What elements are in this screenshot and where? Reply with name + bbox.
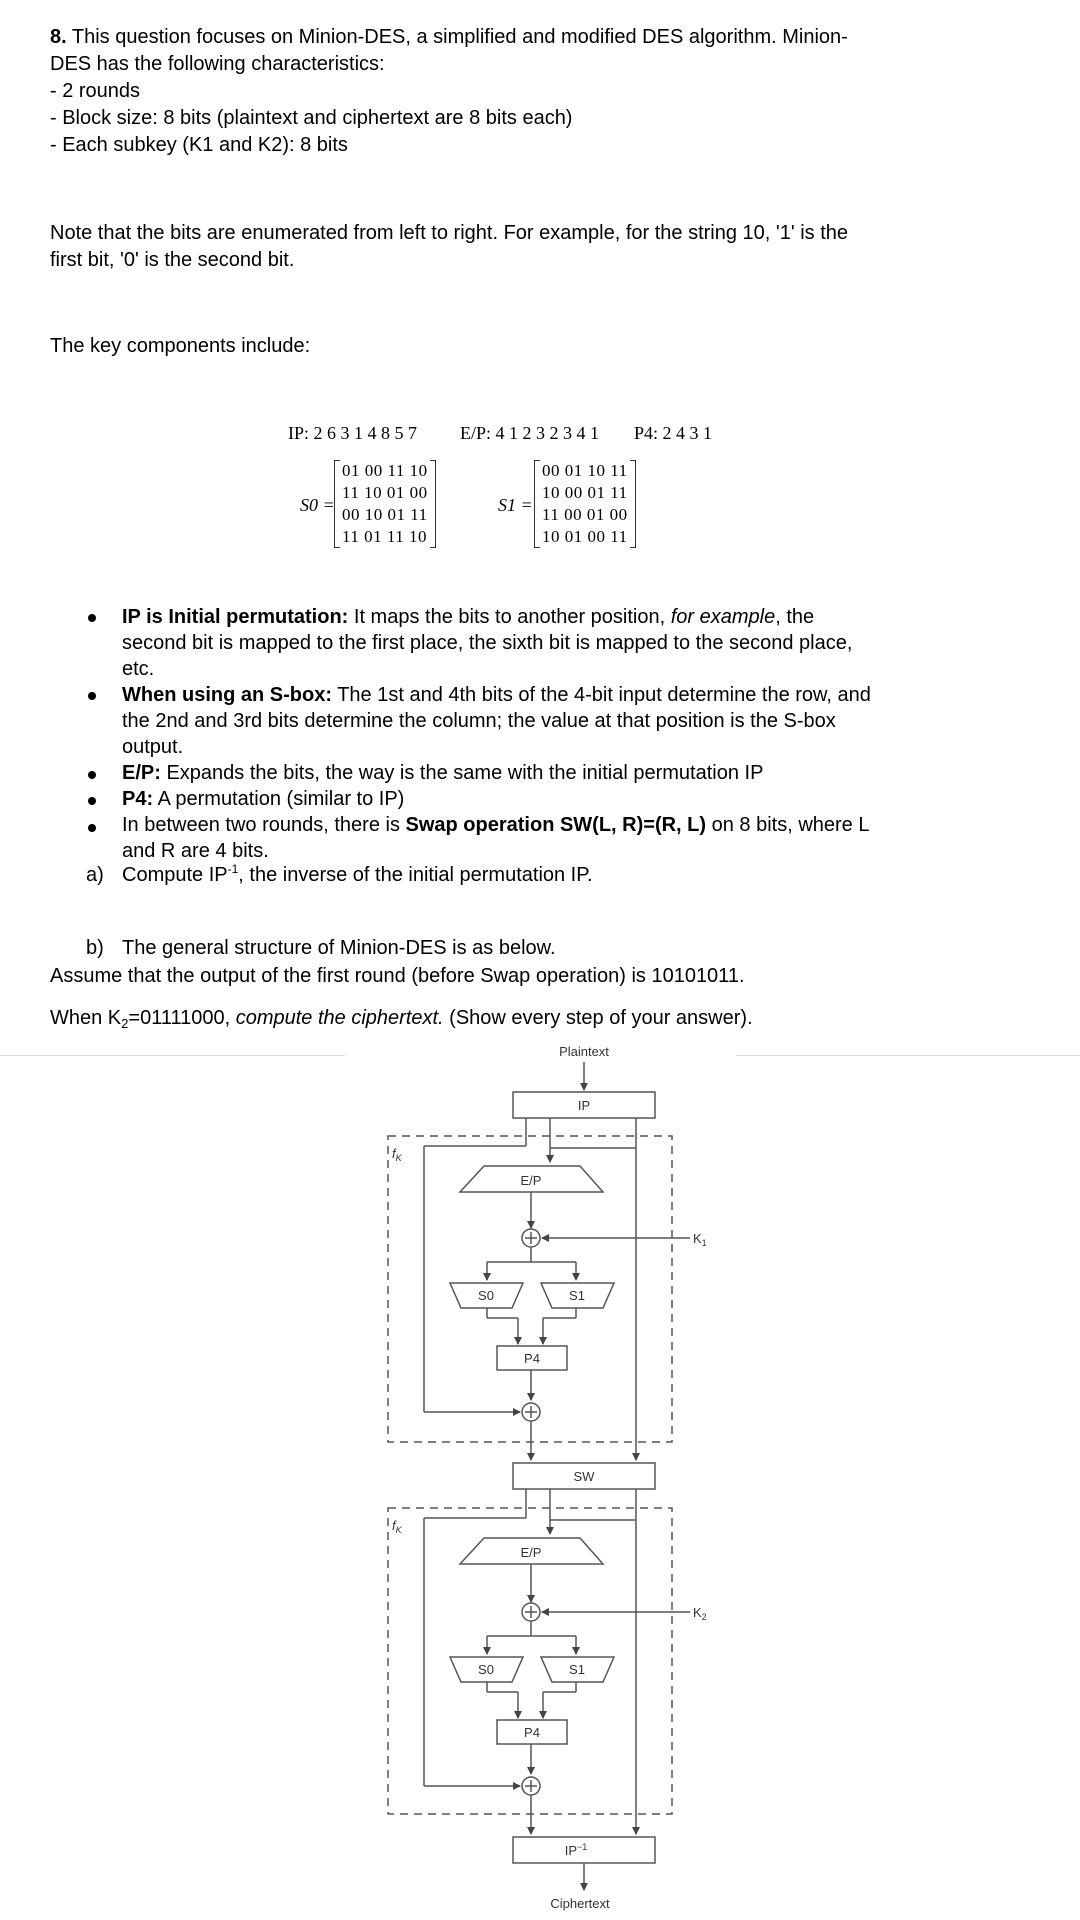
bullet-sbox-text: The 1st and 4th bits of the 4-bit input determine the row, and <box>332 684 871 706</box>
diagram-s1-label-r1: S1 <box>569 1288 585 1303</box>
question-number: 8. <box>50 26 67 48</box>
part-b-text: The general structure of Minion-DES is as below. <box>122 937 556 959</box>
bullet-sw-title: Swap operation SW(L, R)=(R, L) <box>405 814 707 836</box>
bullet-ip-line3: etc. <box>122 658 155 680</box>
diagram-fk-label-r2: $f_K$ <box>392 1518 402 1535</box>
diagram-s0-label-r1: S0 <box>478 1288 494 1303</box>
ep-table: E/P: 4 1 2 3 2 3 4 1 <box>460 423 600 443</box>
bullet-ip-title: IP is Initial permutation: <box>122 606 349 628</box>
s0-row: 00 10 01 11 <box>342 505 428 524</box>
components-intro: The key components include: <box>50 335 311 357</box>
diagram-ip-label: IP <box>577 1098 591 1113</box>
bullet-sw-line2: and R are 4 bits. <box>122 840 269 862</box>
p4-table: P4: 2 4 3 1 <box>634 423 713 443</box>
s1-label: S1 = <box>498 495 533 515</box>
diagram-fk-label-r1: $f_K$ <box>392 1146 402 1163</box>
diagram-ep-label-r1: E/P <box>520 1173 542 1188</box>
s0-label: S0 = <box>300 495 335 515</box>
s0-row: 11 10 01 00 <box>342 483 428 502</box>
part-b-when-sub: 2 <box>121 1016 129 1031</box>
bullet-ip-line2: second bit is mapped to the first place, the sixth bit is mapped to the second place, <box>122 632 853 654</box>
diagram-p4-label-r1: P4 <box>524 1351 540 1366</box>
part-b-when2: =01111000, <box>128 1007 236 1029</box>
bullet-sw-text: In between two rounds, there is <box>122 814 406 836</box>
characteristic-rounds: - 2 rounds <box>50 80 141 102</box>
bullet-sw-text2: on 8 bits, where L <box>706 814 870 836</box>
diagram-plaintext-label: Plaintext <box>559 1044 609 1059</box>
part-b-label: b) <box>86 937 104 959</box>
diagram-ep-label-r2: E/P <box>520 1545 542 1560</box>
s0-row: 01 00 11 10 <box>342 461 428 480</box>
diagram-sw-label: SW <box>573 1469 595 1484</box>
s1-row: 10 01 00 11 <box>542 527 628 546</box>
s1-row: 10 00 01 11 <box>542 483 628 502</box>
note-line2: first bit, '0' is the second bit. <box>50 249 295 271</box>
bullet-p4-text: A permutation (similar to IP) <box>153 788 405 810</box>
diagram-s0-label-r2: S0 <box>478 1662 494 1677</box>
diagram-ip-inverse-label: $IP^{-1}$ <box>564 1842 588 1858</box>
bullet-ip-text: It maps the bits to another position, <box>348 606 671 628</box>
part-b-when1: When K <box>50 1007 122 1029</box>
part-b-when-italic: compute the ciphertext. <box>235 1007 444 1029</box>
diagram-k2-label: $K_2$ <box>693 1605 707 1622</box>
bullet-ep-text: Expands the bits, the way is the same with the initial permutation IP <box>160 762 764 784</box>
part-a-text1: Compute IP <box>122 864 228 886</box>
s1-row: 11 00 01 00 <box>542 505 628 524</box>
bullet-ep-title: E/P: <box>122 762 161 784</box>
part-a-sup: -1 <box>227 862 239 876</box>
bullet-sbox-title: When using an S-box: <box>122 684 332 706</box>
diagram-ciphertext-label: Ciphertext <box>550 1896 610 1911</box>
note-line1: Note that the bits are enumerated from left to right. For example, for the string 10, '1' is the <box>50 222 849 244</box>
bullet-sbox-line2: the 2nd and 3rd bits determine the column; the value at that position is the S-box <box>122 710 836 732</box>
part-b-assume: Assume that the output of the first round (before Swap operation) is 10101011. <box>50 965 745 987</box>
bullet-ip-text2: , the <box>775 606 815 628</box>
characteristic-block-size: - Block size: 8 bits (plaintext and ciphertext are 8 bits each) <box>50 107 573 129</box>
bullet-p4-title: P4: <box>122 788 154 810</box>
diagram-s1-label-r2: S1 <box>569 1662 585 1677</box>
s1-row: 00 01 10 11 <box>542 461 628 480</box>
question-intro-line2: DES has the following characteristics: <box>50 53 385 75</box>
diagram-p4-label-r2: P4 <box>524 1725 540 1740</box>
part-a-label: a) <box>86 864 104 886</box>
ip-table: IP: 2 6 3 1 4 8 5 7 <box>288 423 418 443</box>
intro-text-1: This question focuses on Minion-DES, a simplified and modified DES algorithm. Minion- <box>66 26 848 48</box>
diagram-k1-label: $K_1$ <box>693 1231 707 1248</box>
part-a-text2: , the inverse of the initial permutation IP. <box>238 864 593 886</box>
bullet-ip-italic: for example <box>670 606 776 628</box>
bullet-sbox-line3: output. <box>122 736 184 758</box>
part-b-when3: (Show every step of your answer). <box>443 1007 753 1029</box>
s0-row: 11 01 11 10 <box>342 527 427 546</box>
characteristic-subkey: - Each subkey (K1 and K2): 8 bits <box>50 134 348 156</box>
